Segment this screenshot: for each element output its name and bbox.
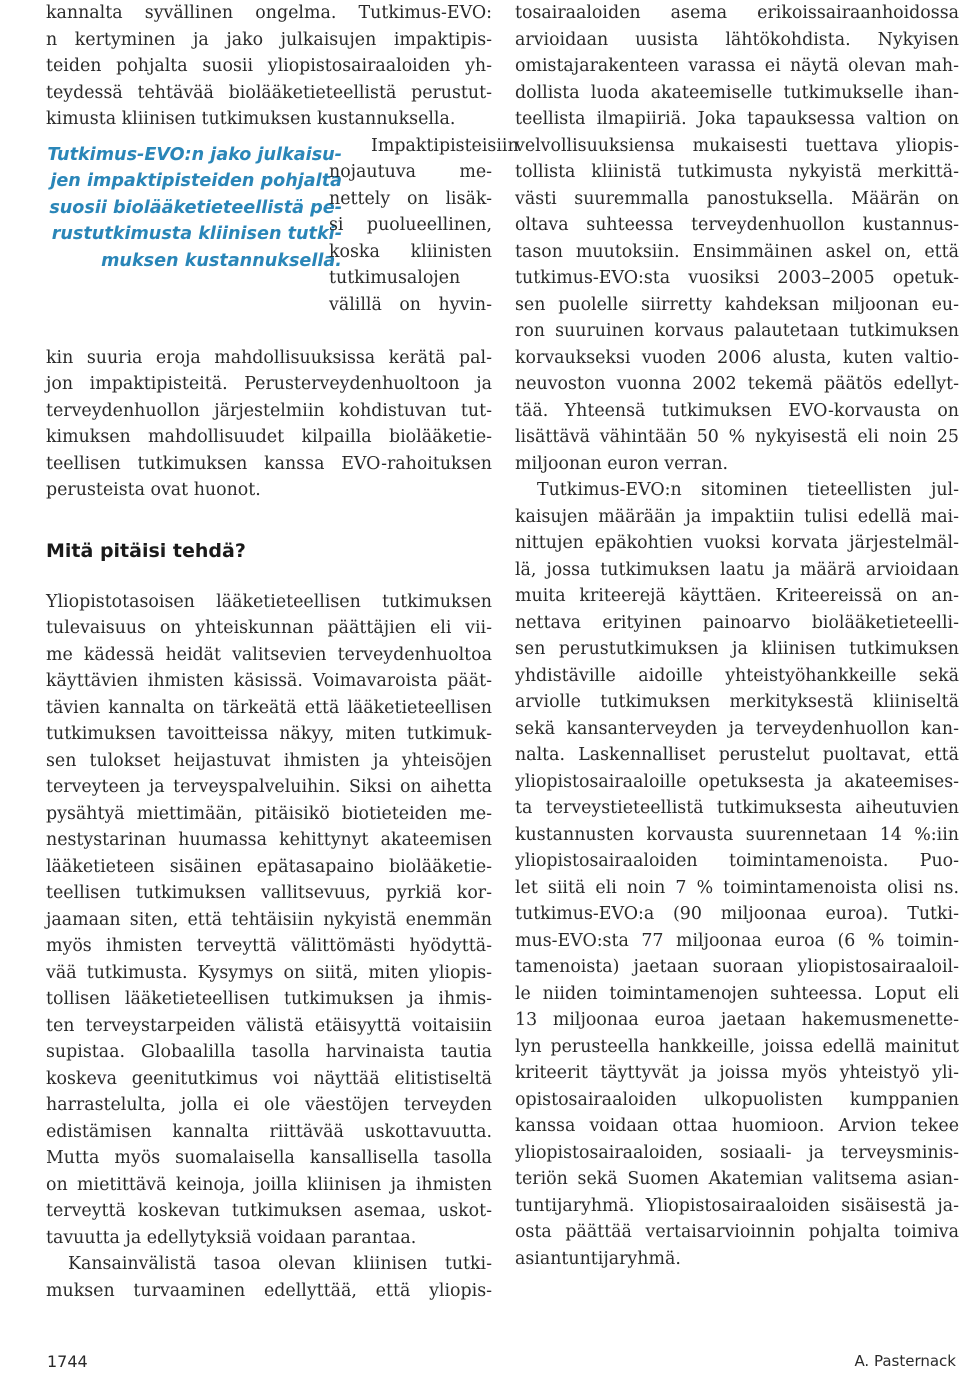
text-line: teellisen tutkimuksen vallitsevuus, pyrkiä kor- — [46, 883, 492, 903]
text-line: tosairaaloiden asema erikoissairaanhoidossa — [515, 3, 959, 23]
text-line: lääketieteen sisäinen epätasapaino biolääketie- — [46, 856, 492, 877]
text-line: tutkimusalojen — [329, 268, 461, 288]
text-line: vää tutkimusta. Kysymys on siitä, miten yliopis- — [46, 962, 492, 983]
narrow-text — [329, 133, 519, 319]
text-line: tää. Yhteensä tutkimuksen EVO-korvausta on — [515, 400, 959, 421]
pullquote — [6, 142, 342, 275]
text-line: mus-EVO:sta 77 miljoonaa euroa (6 % toimin- — [515, 930, 959, 951]
text-line: kriteerit täyttyvät ja joissa myös yhteistyö yli- — [515, 1063, 959, 1083]
text-line: ta terveystieteellistä tutkimuksesta aiheutuvien — [515, 798, 959, 818]
text-line: si puolueellinen, — [329, 215, 492, 235]
text-line: kannalta syvällinen ongelma. Tutkimus-EVO: — [46, 3, 492, 23]
text-line: lä, jossa tutkimuksen laatu ja määrä arvioidaan — [515, 559, 959, 580]
text-line: kustannusten korvausta suurennetaan 14 %:iin — [515, 824, 959, 845]
text-line: tollisen lääketieteellisen tutkimuksen ja ihmis- — [46, 989, 492, 1009]
text-line: supistaa. Globaalilla tasolla harvinaista tautia — [46, 1042, 492, 1062]
text-line: dollista luoda akateemiselle tutkimukselle ihan- — [515, 82, 959, 103]
intro-paragraph — [46, 0, 492, 133]
text-line: muksen turvaaminen edellyttää, että yliopis- — [46, 1280, 492, 1301]
text-line: tason muutoksiin. Ensimmäinen askel on, että — [515, 241, 959, 262]
text-line: Tutkimus-EVO:n sitominen tieteellisten jul- — [537, 480, 959, 500]
text-line: on mietittävä keinoja, joilla kliinisen ja ihmisten — [46, 1174, 492, 1195]
text-line: kimusta kliinisen tutkimuksen kustannuksella. — [46, 109, 456, 129]
text-line: pysähtyä miettimään, pitäisikö biotieteiden me- — [46, 803, 492, 824]
text-line: ten terveystarpeiden välistä etäisyyttä voitaisiin — [46, 1015, 492, 1036]
text-line: kanssa voidaan ottaa huomioon. Arvion tekee — [515, 1116, 959, 1136]
text-line: kaisujen määrään ja impaktiin tulisi edellä mai- — [515, 506, 959, 527]
text-line: jon impaktipisteitä. Perusterveydenhuoltoon ja — [46, 374, 492, 394]
text-line: jaamaan siten, että tehtäisiin nykyistä enemmän — [46, 909, 492, 930]
text-line: osta päättää vertaisarvioinnin pohjalta toimiva — [515, 1222, 959, 1242]
text-line: nalta. Laskennalliset perustelut puoltavat, että — [515, 745, 959, 765]
text-line: velvollisuuksiensa mukaisesti tuettava yliopis- — [515, 135, 959, 156]
pullquote-line: jen impaktipisteiden pohjalta — [50, 171, 342, 191]
text-line: 13 miljoonaa euroa jaetaan hakemusmenette- — [515, 1010, 959, 1030]
text-line: käyttävien ihmisten käsissä. Voimavaroista päät- — [46, 671, 492, 691]
left-column — [46, 0, 519, 1304]
text-line: korvaukseksi vuoden 2006 alusta, kuten valtio- — [515, 347, 959, 368]
text-line: asiantuntijaryhmä. — [515, 1248, 681, 1269]
text-line: nettely on lisäk- — [329, 188, 492, 209]
paragraph — [515, 0, 959, 477]
author-name: A. Pasternack — [854, 1352, 956, 1370]
text-line: nestystarinan huumassa kehittynyt akateemisen — [46, 830, 492, 850]
text-line: neuvoston vuonna 2002 tekemä päätös edellyt- — [515, 374, 959, 394]
paragraph — [515, 477, 959, 1272]
text-line: tävien kannalta on tärkeätä että lääketieteellisen — [46, 697, 492, 718]
page-number: 1744 — [47, 1352, 88, 1371]
text-line: tutkimus-EVO:a (90 miljoonaa euroa). Tutki- — [515, 904, 959, 924]
text-line: koskeva geenitutkimus voi näyttää elitistiseltä — [46, 1068, 492, 1089]
text-line: ron suuruinen korvaus palautetaan tutkimuksen — [515, 321, 959, 341]
text-line: le niiden toimintamenojen suhteessa. Loput eli — [515, 983, 959, 1004]
paragraph-continuation — [46, 345, 492, 504]
text-line: nittujen epäkohtien vuoksi korvata järjestelmäl- — [515, 533, 959, 553]
text-line: arvioidaan uusista lähtökohdista. Nykyisen — [515, 29, 959, 50]
text-line: västi suuremmalla panostuksella. Määrän on — [515, 188, 959, 209]
text-line: tamenoista) jaetaan suoraan yliopistosairaaloil- — [515, 957, 959, 977]
text-line: tollista kliinistä tutkimusta nykyistä merkittä- — [515, 162, 959, 182]
section-paragraph — [46, 1251, 492, 1304]
text-line: terveyteen ja terveyspalveluihin. Siksi on aihetta — [46, 777, 492, 797]
text-line: terveydenhuollon järjestelmiin kohdistuvan tut- — [46, 400, 492, 421]
text-line: nettava erityinen painoarvo biolääketieteelli- — [515, 612, 959, 633]
text-line: yhdistäville aidoille yhteistyöhankkeille sekä — [515, 665, 959, 686]
text-line: arviolle tutkimuksen merkityksestä kliiniseltä — [515, 692, 959, 712]
text-line: lisättävä vähintään 50 % nykyisestä eli noin 25 — [515, 427, 959, 447]
text-line: tulevaisuus on yhteiskunnan päättäjien eli vii- — [46, 618, 492, 638]
text-line: omistajarakenteen varassa ei näytä olevan mah- — [515, 56, 959, 76]
text-line: yliopistosairaaloiden, sosiaali- ja terveysminis- — [515, 1142, 959, 1163]
text-line: oltava suhteessa terveydenhuollon kustannus- — [515, 215, 959, 235]
text-line: me kädessä heidät valitsevien terveydenhuoltoa — [46, 644, 492, 665]
pullquote-line: suosii biolääketieteellistä pe- — [49, 197, 342, 218]
text-line: tuntijaryhmä. Yliopistosairaaloiden sisäisestä ja- — [515, 1195, 959, 1216]
text-line: kimuksen mahdollisuudet kilpailla biolääketie- — [46, 427, 492, 447]
text-line: sen perustutkimuksen ja kliinisen tutkimuksen — [515, 639, 959, 659]
section-paragraph — [46, 589, 492, 1252]
text-line: välillä on hyvin- — [329, 294, 492, 315]
text-line: koska kliinisten — [329, 241, 492, 262]
text-line: n kertyminen ja jako julkaisujen impaktipis- — [46, 29, 492, 50]
text-line: teydessä tehtävää biolääketieteellistä perustut- — [46, 82, 492, 103]
text-line: teriön sekä Suomen Akatemian valitsema asian- — [515, 1169, 959, 1189]
pullquote-line: muksen kustannuksella. — [101, 250, 342, 271]
text-line: teellisen tutkimuksen kanssa EVO-rahoituksen — [46, 453, 492, 474]
text-line: Kansainvälistä tasoa olevan kliinisen tutki- — [68, 1254, 492, 1274]
text-line: teiden pohjalta suosii yliopistosairaaloiden yh- — [46, 56, 492, 76]
text-line: muita kriteerejä käyttäen. Kriteereissä on an- — [515, 586, 959, 606]
text-line: tutkimuksen tavoitteissa näkyy, miten tutkimuk- — [46, 724, 492, 744]
text-line: nojautuva me- — [329, 162, 492, 182]
text-line: myös ihmisten terveyttä välittömästi hyödyttä- — [46, 936, 492, 956]
text-line: perusteista ovat huonot. — [46, 480, 261, 500]
text-line: teellista ilmapiiriä. Joka tapauksessa valtion on — [515, 109, 959, 129]
text-line: miljoonan euron verran. — [515, 453, 729, 474]
text-line: terveyttä koskevan tutkimuksen asemaa, uskot- — [46, 1201, 492, 1221]
section-heading: Mitä pitäisi tehdä? — [46, 539, 246, 562]
right-column — [515, 0, 959, 1272]
pullquote-line: rustutkimusta kliinisen tutki- — [51, 224, 342, 244]
text-line: let siitä eli noin 7 % toimintamenoista olisi ns. — [515, 877, 959, 898]
text-line: lyn perusteella hankkeille, joissa edellä mainitut — [515, 1036, 959, 1057]
text-line: sen tulokset heijastuvat ihmisten ja yhteisöjen — [46, 750, 492, 771]
text-line: kin suuria eroja mahdollisuuksissa kerätä pal- — [46, 347, 492, 368]
text-line: yliopistosairaaloiden toimintamenoista. Puo- — [515, 851, 959, 871]
text-line: sekä kansanterveyden ja terveydenhuollon kan- — [515, 718, 959, 739]
text-line: Yliopistotasoisen lääketieteellisen tutkimuksen — [46, 591, 492, 612]
text-line: yliopistosairaaloille opetuksesta ja akateemises- — [515, 771, 959, 792]
text-line: edistämisen kannalta riittävää uskottavuutta. — [46, 1121, 492, 1142]
text-line: tutkimus-EVO:sta vuosiksi 2003–2005 opetuk- — [515, 268, 959, 288]
pullquote-block — [46, 133, 519, 345]
text-line: tavuutta ja edellytyksiä voidaan parantaa. — [46, 1227, 417, 1248]
pullquote-line: Tutkimus-EVO:n jako julkaisu- — [47, 144, 342, 165]
text-line: harrastelulta, jolla ei ole väestöjen terveyden — [46, 1095, 492, 1115]
text-line: sen puolelle siirretty kahdeksan miljoonan eu- — [515, 294, 959, 315]
text-line: Impaktipisteisiin — [371, 135, 519, 156]
text-line: Mutta myös suomalaisella kansallisella tasolla — [46, 1148, 492, 1168]
text-line: opistosairaaloiden ulkopuolisten kumppanien — [515, 1089, 959, 1110]
